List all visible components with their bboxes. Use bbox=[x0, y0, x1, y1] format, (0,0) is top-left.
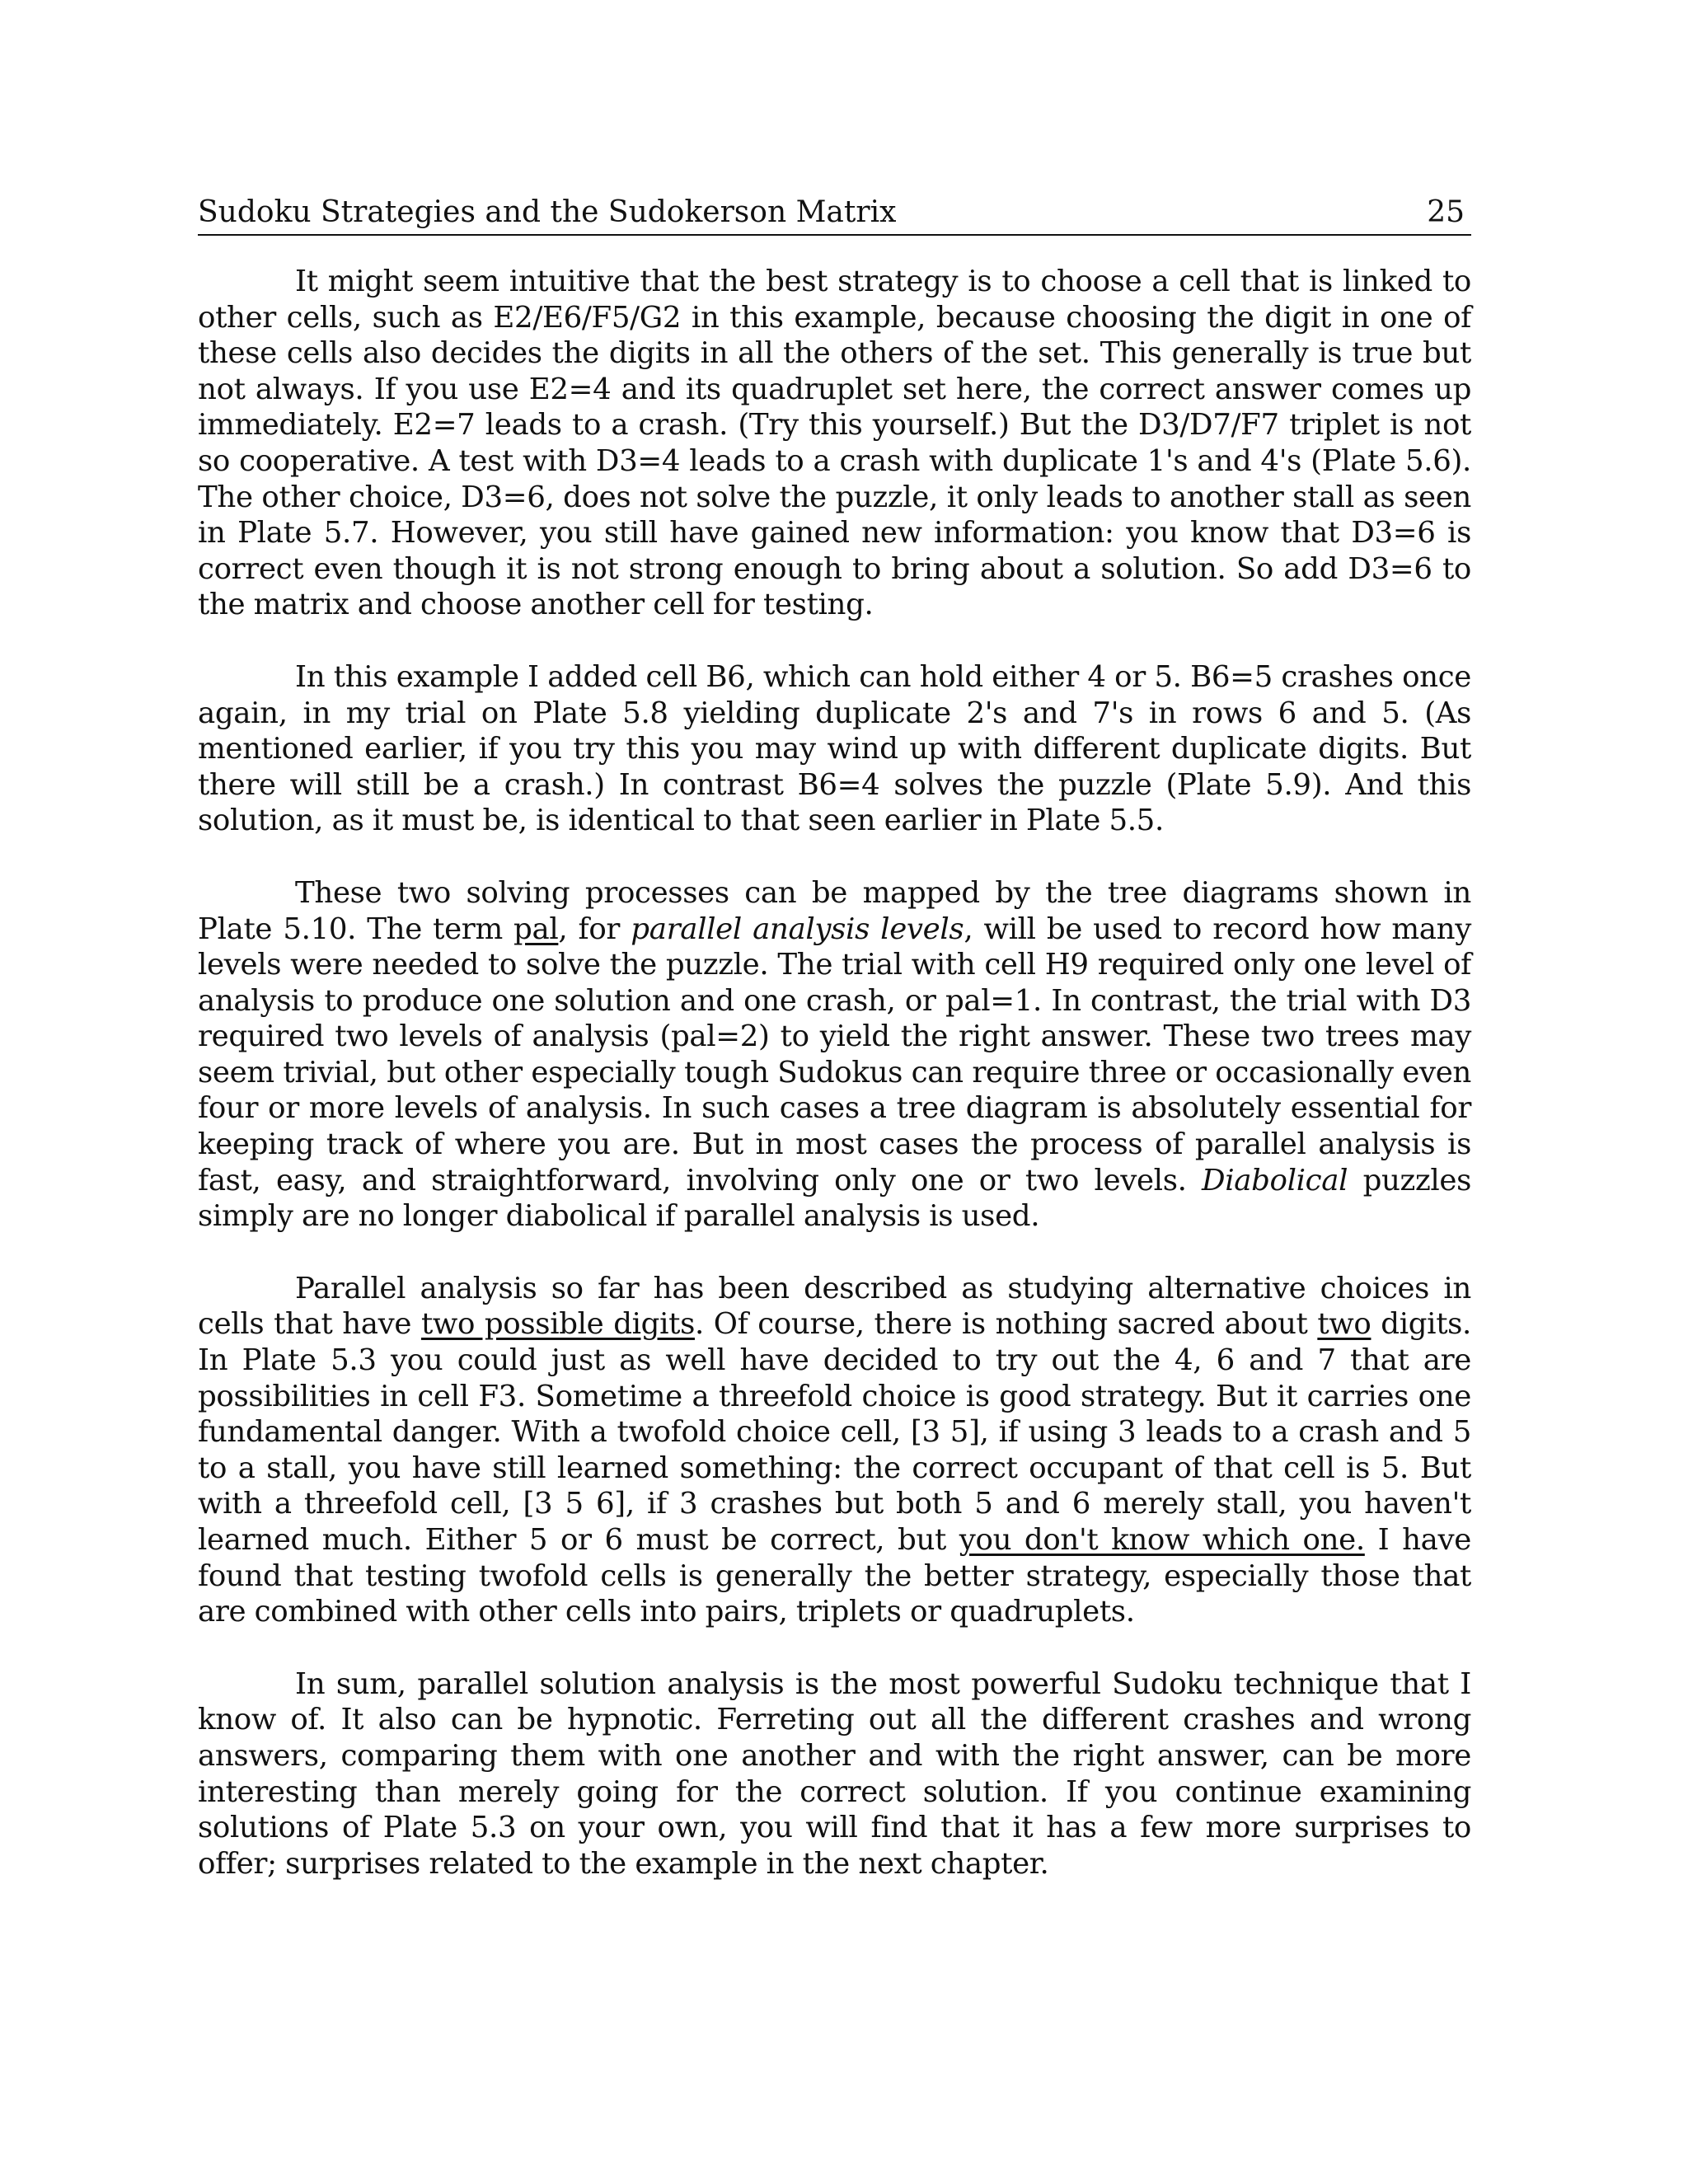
text-run: , for bbox=[558, 912, 631, 946]
paragraph-tree-diagrams bbox=[198, 875, 1471, 1235]
underlined-two-possible-digits: two possible digits bbox=[420, 1307, 695, 1342]
body-text bbox=[198, 264, 1471, 1882]
text-run: These two solving processes can be mapped by the tree diagrams shown in Plate 5.10. The term bbox=[198, 875, 1471, 946]
italic-term-parallel-analysis-levels: parallel analysis levels bbox=[631, 912, 964, 946]
paragraph-linked-cells bbox=[198, 264, 1471, 623]
text-run: I have found that testing twofold cells is generally the better strategy, especially those that are combined with other cells into pairs, triplets or quadruplets. bbox=[198, 1523, 1471, 1629]
paragraph-in-sum bbox=[198, 1666, 1471, 1882]
paragraph-twofold-choice bbox=[198, 1271, 1471, 1630]
text-run: digits. In Plate 5.3 you could just as well have decided to try out the 4, 6 and 7 that are possibilities in cell F3. Sometime a threefold choice is good strategy. But it carries one fundamental danger. With a twofold choice cell, [3 5], if using 3 leads to a crash and 5 to a stall, you have still learned something: the correct occupant of that cell is 5. But with a threefold cell, [3 5 6], if 3 crashes but both 5 and 6 merely stall, you haven't learned much. Either 5 or 6 must be correct, but bbox=[198, 1307, 1472, 1557]
paragraph-cell-b6 bbox=[198, 659, 1471, 839]
text-run: In this example I added cell B6, which can hold either 4 or 5. B6=5 crashes once again, in my trial on Plate 5.8 yielding duplicate 2's and 7's in rows 6 and 5. (As mentioned earlier, if you try this you may wind up with different duplicate digits. But there will still be a crash.) In contrast B6=4 solves the puzzle (Plate 5.9). And this solution, as it must be, is identical to that seen earlier in Plate 5.5. bbox=[198, 659, 1471, 838]
italic-term-diabolical: Diabolical bbox=[1202, 1163, 1348, 1197]
text-run: In sum, parallel solution analysis is the most powerful Sudoku technique that I know of. It also can be hypnotic. Ferreting out all the different crashes and wrong answers, comparing them with one another and with the right answer, can be more interesting than merely going for the correct solution. If you continue examining solutions of Plate 5.3 on your own, you will find that it has a few more surprises to offer; surprises related to the example in the next chapter. bbox=[198, 1666, 1471, 1881]
page-number: 25 bbox=[1427, 195, 1465, 229]
underlined-dont-know-which-one: you don't know which one. bbox=[959, 1523, 1365, 1557]
text-run: It might seem intuitive that the best strategy is to choose a cell that is linked to other cells, such as E2/E6/F5/G2 in this example, because choosing the digit in one of these cells also decides the digits in all the others of the set. This generally is true but not always. If you use E2=4 and its quadruplet set here, the correct answer comes up immediately. E2=7 leads to a crash. (Try this yourself.) But the D3/D7/F7 triplet is not so cooperative. A test with D3=4 leads to a crash with duplicate 1's and 4's (Plate 5.6). The other choice, D3=6, does not solve the puzzle, it only leads to another stall as seen in Plate 5.7. However, you still have gained new information: you know that D3=6 is correct even though it is not strong enough to bring about a solution. So add D3=6 to the matrix and choose another cell for testing. bbox=[198, 265, 1471, 622]
underlined-term-pal: pal bbox=[513, 912, 559, 946]
text-run: . Of course, there is nothing sacred about bbox=[694, 1307, 1318, 1342]
text-run: puzzles simply are no longer diabolical if parallel analysis is used. bbox=[198, 1163, 1471, 1234]
book-page bbox=[198, 191, 1471, 1918]
text-run: Parallel analysis so far has been described as studying alternative choices in cells that have bbox=[198, 1271, 1471, 1342]
running-header bbox=[198, 191, 1471, 236]
text-run: , will be used to record how many levels were needed to solve the puzzle. The trial with cell H9 required only one level of analysis to produce one solution and one crash, or pal=1. In contrast, the trial with D3 required two levels of analysis (pal=2) to yield the right answer. These two trees may seem trivial, but other especially tough Sudokus can require three or occasionally even four or more levels of analysis. In such cases a tree diagram is absolutely essential for keeping track of where you are. But in most cases the process of parallel analysis is fast, easy, and straightforward, involving only one or two levels. bbox=[198, 912, 1471, 1197]
header-title: Sudoku Strategies and the Sudokerson Matrix bbox=[198, 195, 897, 229]
underlined-two: two bbox=[1317, 1307, 1372, 1342]
